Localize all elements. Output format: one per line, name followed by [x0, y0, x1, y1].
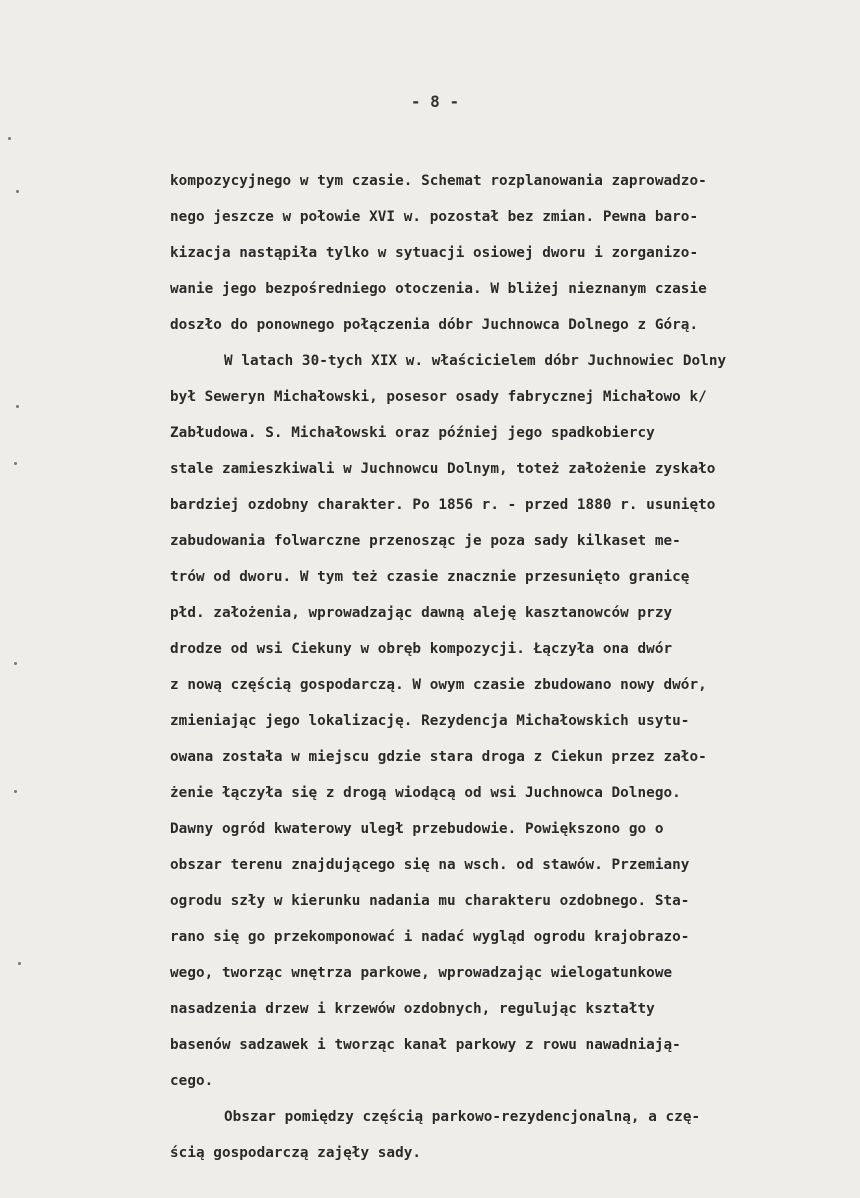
text-line: stale zamieszkiwali w Juchnowcu Dolnym, toteż założenie zyskało — [170, 461, 716, 477]
margin-mark — [8, 137, 11, 140]
text-line: zabudowania folwarczne przenosząc je poza sady kilkaset me- — [170, 533, 681, 549]
text-line: nego jeszcze w połowie XVI w. pozostał bez zmian. Pewna baro- — [170, 209, 699, 225]
margin-mark — [16, 405, 19, 408]
text-line: z nową częścią gospodarczą. W owym czasie zbudowano nowy dwór, — [170, 677, 707, 693]
text-line: W latach 30-tych XIX w. właścicielem dóbr Juchnowiec Dolny — [224, 353, 727, 369]
text-line: Obszar pomiędzy częścią parkowo-rezydencjonalną, a czę- — [224, 1109, 701, 1125]
margin-mark — [18, 962, 21, 965]
margin-mark — [16, 190, 19, 193]
text-line: kizacja nastąpiła tylko w sytuacji osiowej dworu i zorganizo- — [170, 245, 699, 261]
text-line: rano się go przekomponować i nadać wygląd ogrodu krajobrazo- — [170, 929, 690, 945]
text-line: obszar terenu znajdującego się na wsch. od stawów. Przemiany — [170, 857, 690, 873]
text-line: zmieniając jego lokalizację. Rezydencja Michałowskich usytu- — [170, 713, 690, 729]
margin-mark — [14, 662, 17, 665]
margin-mark — [14, 462, 17, 465]
text-line: Zabłudowa. S. Michałowski oraz później jego spadkobiercy — [170, 425, 655, 441]
text-line: basenów sadzawek i tworząc kanał parkowy z rowu nawadniają- — [170, 1037, 681, 1053]
text-line: wego, tworząc wnętrza parkowe, wprowadzając wielogatunkowe — [170, 965, 673, 981]
text-line: był Seweryn Michałowski, posesor osady fabrycznej Michałowo k/ — [170, 389, 707, 405]
text-line: drodze od wsi Ciekuny w obręb kompozycji. Łączyła ona dwór — [170, 641, 673, 657]
text-line: cego. — [170, 1073, 214, 1089]
text-line: trów od dworu. W tym też czasie znacznie przesunięto granicę — [170, 569, 690, 585]
text-line: kompozycyjnego w tym czasie. Schemat rozplanowania zaprowadzo- — [170, 173, 707, 189]
text-line: żenie łączyła się z drogą wiodącą od wsi Juchnowca Dolnego. — [170, 785, 681, 801]
text-line: płd. założenia, wprowadzając dawną aleję kasztanowców przy — [170, 605, 673, 621]
text-line: wanie jego bezpośredniego otoczenia. W bliżej nieznanym czasie — [170, 281, 707, 297]
text-line: doszło do ponownego połączenia dóbr Juchnowca Dolnego z Górą. — [170, 317, 699, 333]
text-line: ścią gospodarczą zajęły sady. — [170, 1145, 422, 1161]
text-line: ogrodu szły w kierunku nadania mu charakteru ozdobnego. Sta- — [170, 893, 690, 909]
page-number: - 8 - — [410, 92, 460, 111]
text-line: nasadzenia drzew i krzewów ozdobnych, regulując kształty — [170, 1001, 655, 1017]
text-line: owana została w miejscu gdzie stara droga z Ciekun przez zało- — [170, 749, 707, 765]
margin-mark — [14, 790, 17, 793]
text-line: Dawny ogród kwaterowy uległ przebudowie. Powiększono go o — [170, 821, 664, 837]
text-line: bardziej ozdobny charakter. Po 1856 r. - przed 1880 r. usunięto — [170, 497, 716, 513]
